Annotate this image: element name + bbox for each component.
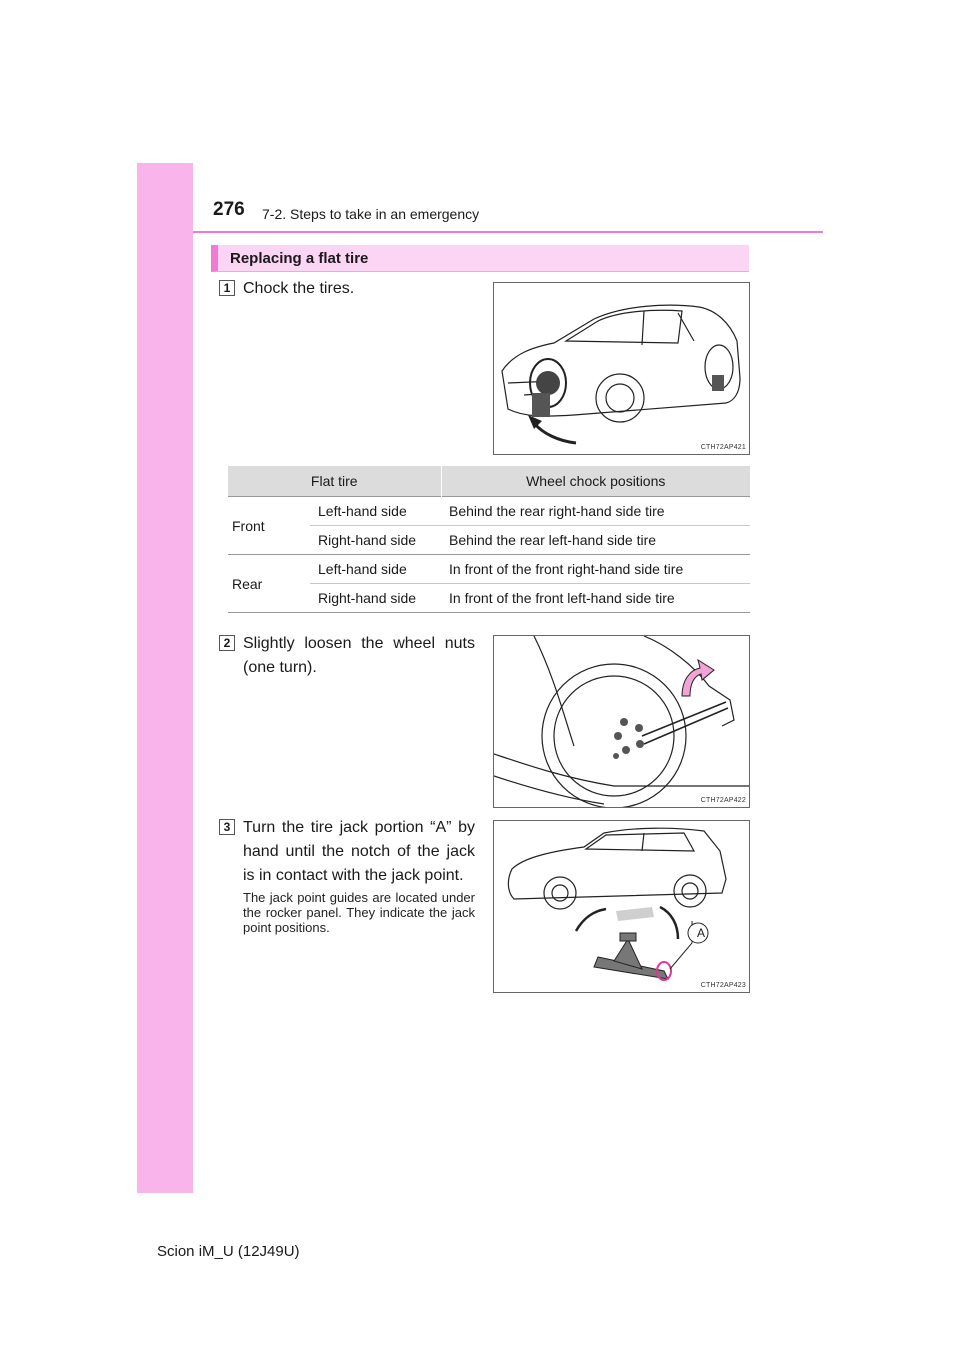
table-cell-side: Left-hand side [310,555,441,584]
jack-illustration [494,821,750,993]
table-cell-flat-tire: Front [228,497,310,555]
table-header-row [228,466,750,497]
step-3-text: Turn the tire jack portion “A” by hand until the notch of the jack is in contact with the jack point. [243,819,475,884]
footer-model: Scion iM_U (12J49U) [157,1243,300,1260]
table-cell-position: Behind the rear left-hand side tire [441,526,750,555]
table-cell-position: In front of the front left-hand side tire [441,584,750,613]
table-header-chock-positions: Wheel chock positions [441,466,750,497]
page-number: 276 [213,199,245,220]
table-row [228,555,750,584]
heading-bar [211,245,749,272]
table-cell-side: Left-hand side [310,497,441,526]
step-3-note: The jack point guides are located under the rocker panel. They indicate the jack point positions. [243,890,475,935]
step-3-number: 3 [219,819,235,835]
table-cell-position: In front of the front right-hand side tire [441,555,750,584]
header-rule [193,231,823,233]
table-cell-flat-tire: Rear [228,555,310,613]
figure-chock-tires [493,282,750,455]
side-tab-band [137,163,193,1193]
table-header-flat-tire: Flat tire [228,466,441,497]
figure-loosen-nuts [493,635,750,808]
callout-label-a: A [696,926,706,940]
table-row [228,497,750,526]
figure-1-code: CTH72AP421 [700,444,746,451]
figure-2-code: CTH72AP422 [700,797,746,804]
step-1-text: Chock the tires. [243,280,355,297]
step-1-number: 1 [219,280,235,296]
table-cell-side: Right-hand side [310,584,441,613]
wheel-nut-illustration [494,636,750,808]
figure-tire-jack [493,820,750,993]
step-2-number: 2 [219,635,235,651]
table-cell-position: Behind the rear right-hand side tire [441,497,750,526]
wheel-chock-table [228,466,750,613]
car-chock-illustration [494,283,750,455]
heading-title: Replacing a flat tire [230,250,369,267]
table-cell-side: Right-hand side [310,526,441,555]
step-2-text: Slightly loosen the wheel nuts (one turn). [243,635,475,676]
section-title: 7-2. Steps to take in an emergency [262,206,480,222]
figure-3-code: CTH72AP423 [700,982,746,989]
